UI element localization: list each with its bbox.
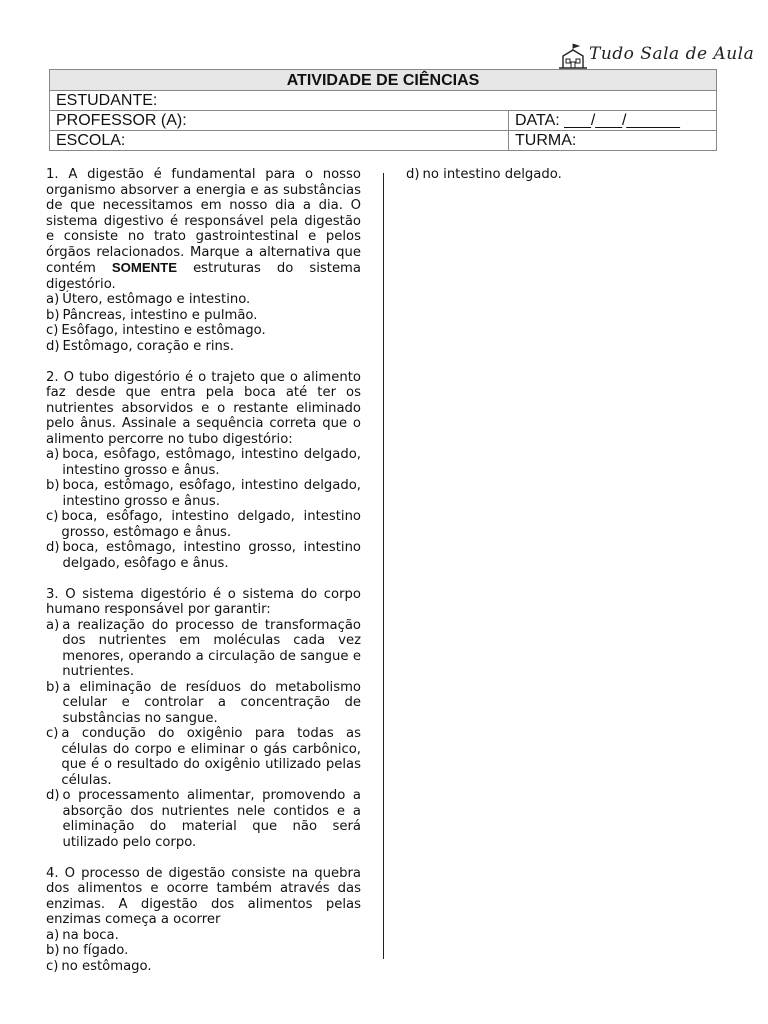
option-c: c) boca, esôfago, intestino delgado, intestino grosso, estômago e ânus. bbox=[46, 509, 361, 540]
question-stem: 4. O processo de digestão consiste na quebra dos alimentos e ocorre também através das enzimas. A digestão dos alimentos pelas enzimas começa a ocorrer bbox=[46, 865, 361, 927]
option-b: b) Pâncreas, intestino e pulmão. bbox=[46, 307, 258, 323]
question-stem: 2. O tubo digestório é o trajeto que o alimento faz desde que entra pela boca até ter os nutrientes absorvidos e o restante eliminado pelo ânus. Assinale a sequência correta que o alimento percorre no tubo digestório: bbox=[46, 369, 361, 447]
left-column bbox=[46, 167, 361, 990]
right-column bbox=[406, 167, 726, 183]
option-b: b) a eliminação de resíduos do metabolismo celular e controlar a concentração de substâncias no sangue. bbox=[46, 679, 361, 726]
option-c: c) a condução do oxigênio para todas as células do corpo e eliminar o gás carbônico, que é o resultado do oxigênio utilizado pelas células. bbox=[46, 726, 361, 788]
header-table bbox=[49, 69, 717, 151]
class-field: TURMA: bbox=[509, 131, 717, 151]
option-d: d) Estômago, coração e rins. bbox=[46, 338, 234, 354]
question-stem: 1. A digestão é fundamental para o nosso organismo absorver a energia e as substâncias de que necessitamos em nosso dia a dia. O sistema digestivo é responsável pela digestão e consiste no trato gastrointestinal e pelos órgãos relacionados. Marque a alternativa que contém SOMENTE estruturas do sistema digestório. bbox=[46, 167, 361, 292]
question-4 bbox=[46, 866, 361, 975]
school-building-icon bbox=[557, 42, 589, 70]
option-c: c) no estômago. bbox=[46, 958, 152, 974]
option-c: c) Esôfago, intestino e estômago. bbox=[46, 323, 266, 338]
option-b: b) no fígado. bbox=[46, 943, 129, 958]
question-3 bbox=[46, 587, 361, 851]
date-field: DATA: ___/___/______ bbox=[509, 111, 717, 131]
question-1 bbox=[46, 167, 361, 354]
option-b: b) boca, estômago, esôfago, intestino delgado, intestino grosso e ânus. bbox=[46, 478, 361, 509]
brand-logo bbox=[557, 42, 755, 70]
option-a: a) a realização do processo de transformação dos nutrientes em moléculas cada vez menores, operando a circulação de sangue e nutrientes. bbox=[46, 617, 361, 679]
student-field: ESTUDANTE: bbox=[50, 91, 717, 111]
question-stem: 3. O sistema digestório é o sistema do corpo humano responsável por garantir: bbox=[46, 586, 361, 617]
school-field: ESCOLA: bbox=[50, 131, 509, 151]
question-2 bbox=[46, 370, 361, 572]
option-d: d) no intestino delgado. bbox=[406, 167, 562, 182]
logo-text: Tudo Sala de Aula bbox=[589, 44, 755, 64]
emphasis-word: SOMENTE bbox=[111, 260, 178, 275]
option-a: a) na boca. bbox=[46, 927, 119, 943]
column-divider bbox=[383, 173, 384, 959]
option-a: a) Útero, estômago e intestino. bbox=[46, 292, 251, 307]
option-a: a) boca, esôfago, estômago, intestino delgado, intestino grosso e ânus. bbox=[46, 447, 361, 478]
option-d: d) boca, estômago, intestino grosso, intestino delgado, esôfago e ânus. bbox=[46, 540, 361, 571]
page-title: ATIVIDADE DE CIÊNCIAS bbox=[50, 70, 717, 91]
option-d: d) o processamento alimentar, promovendo a absorção dos nutrientes nele contidos e a eliminação do material que não será utilizado pelo corpo. bbox=[46, 788, 361, 850]
teacher-field: PROFESSOR (A): bbox=[50, 111, 509, 131]
